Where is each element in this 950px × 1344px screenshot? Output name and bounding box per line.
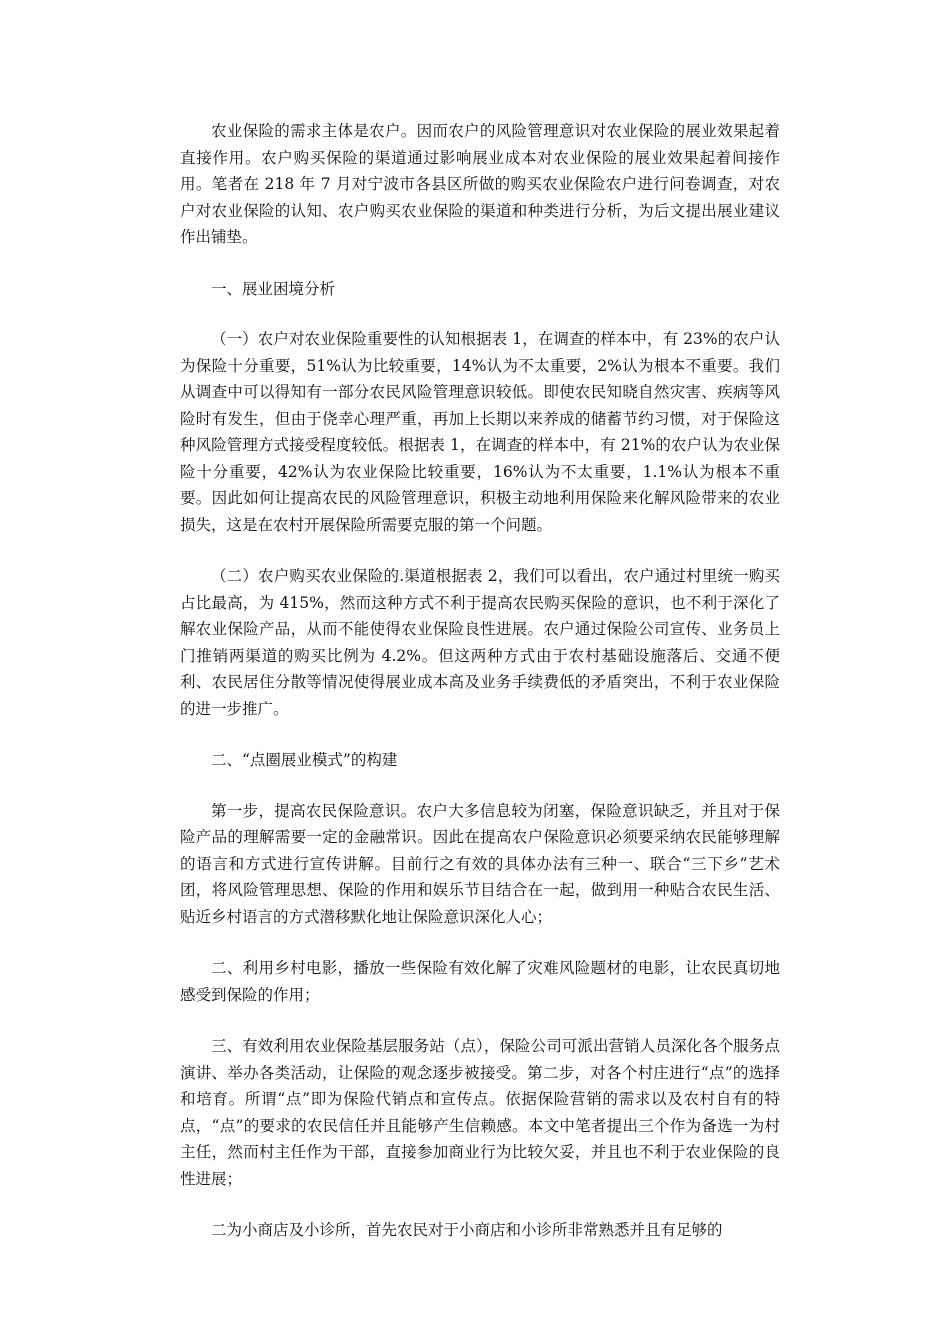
paragraph-awareness: （一）农户对农业保险重要性的认知根据表 1，在调查的样本中，有 23%的农户认为保险十分重要，51%认为比较重要，14%认为不太重要，2%认为根本不重要。我们从调查中可以得知有一部分农民风险管理意识较低。即使农民知晓自然灾害、疾病等风险时有发生，但由于侥幸心理严重，再加上长期以来养成的储蓄节约习惯，对于保险这种风险管理方式接受程度较低。根据表 1，在调查的样本中，有 21%的农户认为农业保险十分重要，42%认为农业保险比较重要，16%认为不太重要，1.1%认为根本不重要。因此如何让提高农民的风险管理意识，积极主动地利用保险来化解风险带来的农业损失，这是在农村开展保险所需要克服的第一个问题。 <box>180 330 780 534</box>
paragraph-channels: （二）农户购买农业保险的.渠道根据表 2，我们可以看出，农户通过村里统一购买占比最高，为 415%，然而这种方式不利于提高农民购买保险的意识，也不利于深化了解农业保险产品，从而不能使得农业保险良性进展。农户通过保险公司宣传、业务员上门推销两渠道的购买比例为 4.2%。但这两种方式由于农村基础设施落后、交通不便利、农民居住分散等情况使得展业成本高及业务手续费低的矛盾突出，不利于农业保险的进一步推广。 <box>180 567 780 718</box>
paragraph-rural-film: 二、利用乡村电影，播放一些保险有效化解了灾难风险题材的电影，让农民真切地感受到保险的作用； <box>180 959 780 1004</box>
paragraph-service-station: 三、有效利用农业保险基层服务站（点），保险公司可派出营销人员深化各个服务点演讲、举办各类活动，让保险的观念逐步被接受。第二步，对各个村庄进行“点”的选择和培育。所谓“点”即为保险代销点和宣传点。依据保险营销的需求以及农村自有的特点，“点”的要求的农民信任并且能够产生信赖感。本文中笔者提出三个作为备选一为村主任，然而村主任作为干部，直接参加商业行为比较欠妥，并且也不利于农业保险的良性进展； <box>180 1037 780 1188</box>
section-heading-2: 二、“点圈展业模式”的构建 <box>211 751 398 769</box>
document-page <box>180 118 780 1266</box>
intro-paragraph: 农业保险的需求主体是农户。因而农户的风险管理意识对农业保险的展业效果起着直接作用。农户购买保险的渠道通过影响展业成本对农业保险的展业效果起着间接作用。笔者在 218 年 7 月对宁波市各县区所做的购买农业保险农户进行问卷调查，对农户对农业保险的认知、农户购买农业保险的渠道和种类进行分析，为后文提出展业建议作出铺垫。 <box>180 122 780 246</box>
paragraph-step-one: 第一步，提高农民保险意识。农户大多信息较为闭塞，保险意识缺乏，并且对于保险产品的理解需要一定的金融常识。因此在提高农户保险意识必须要采纳农民能够理解的语言和方式进行宣传讲解。目前行之有效的具体办法有三种一、联合“三下乡”艺术团，将风险管理思想、保险的作用和娱乐节目结合在一起，做到用一种贴合农民生活、贴近乡村语言的方式潜移默化地让保险意识深化人心； <box>180 801 780 926</box>
section-heading-1: 一、展业困境分析 <box>211 279 336 298</box>
paragraph-shops-clinics: 二为小商店及小诊所，首先农民对于小商店和小诊所非常熟悉并且有足够的 <box>211 1221 723 1239</box>
